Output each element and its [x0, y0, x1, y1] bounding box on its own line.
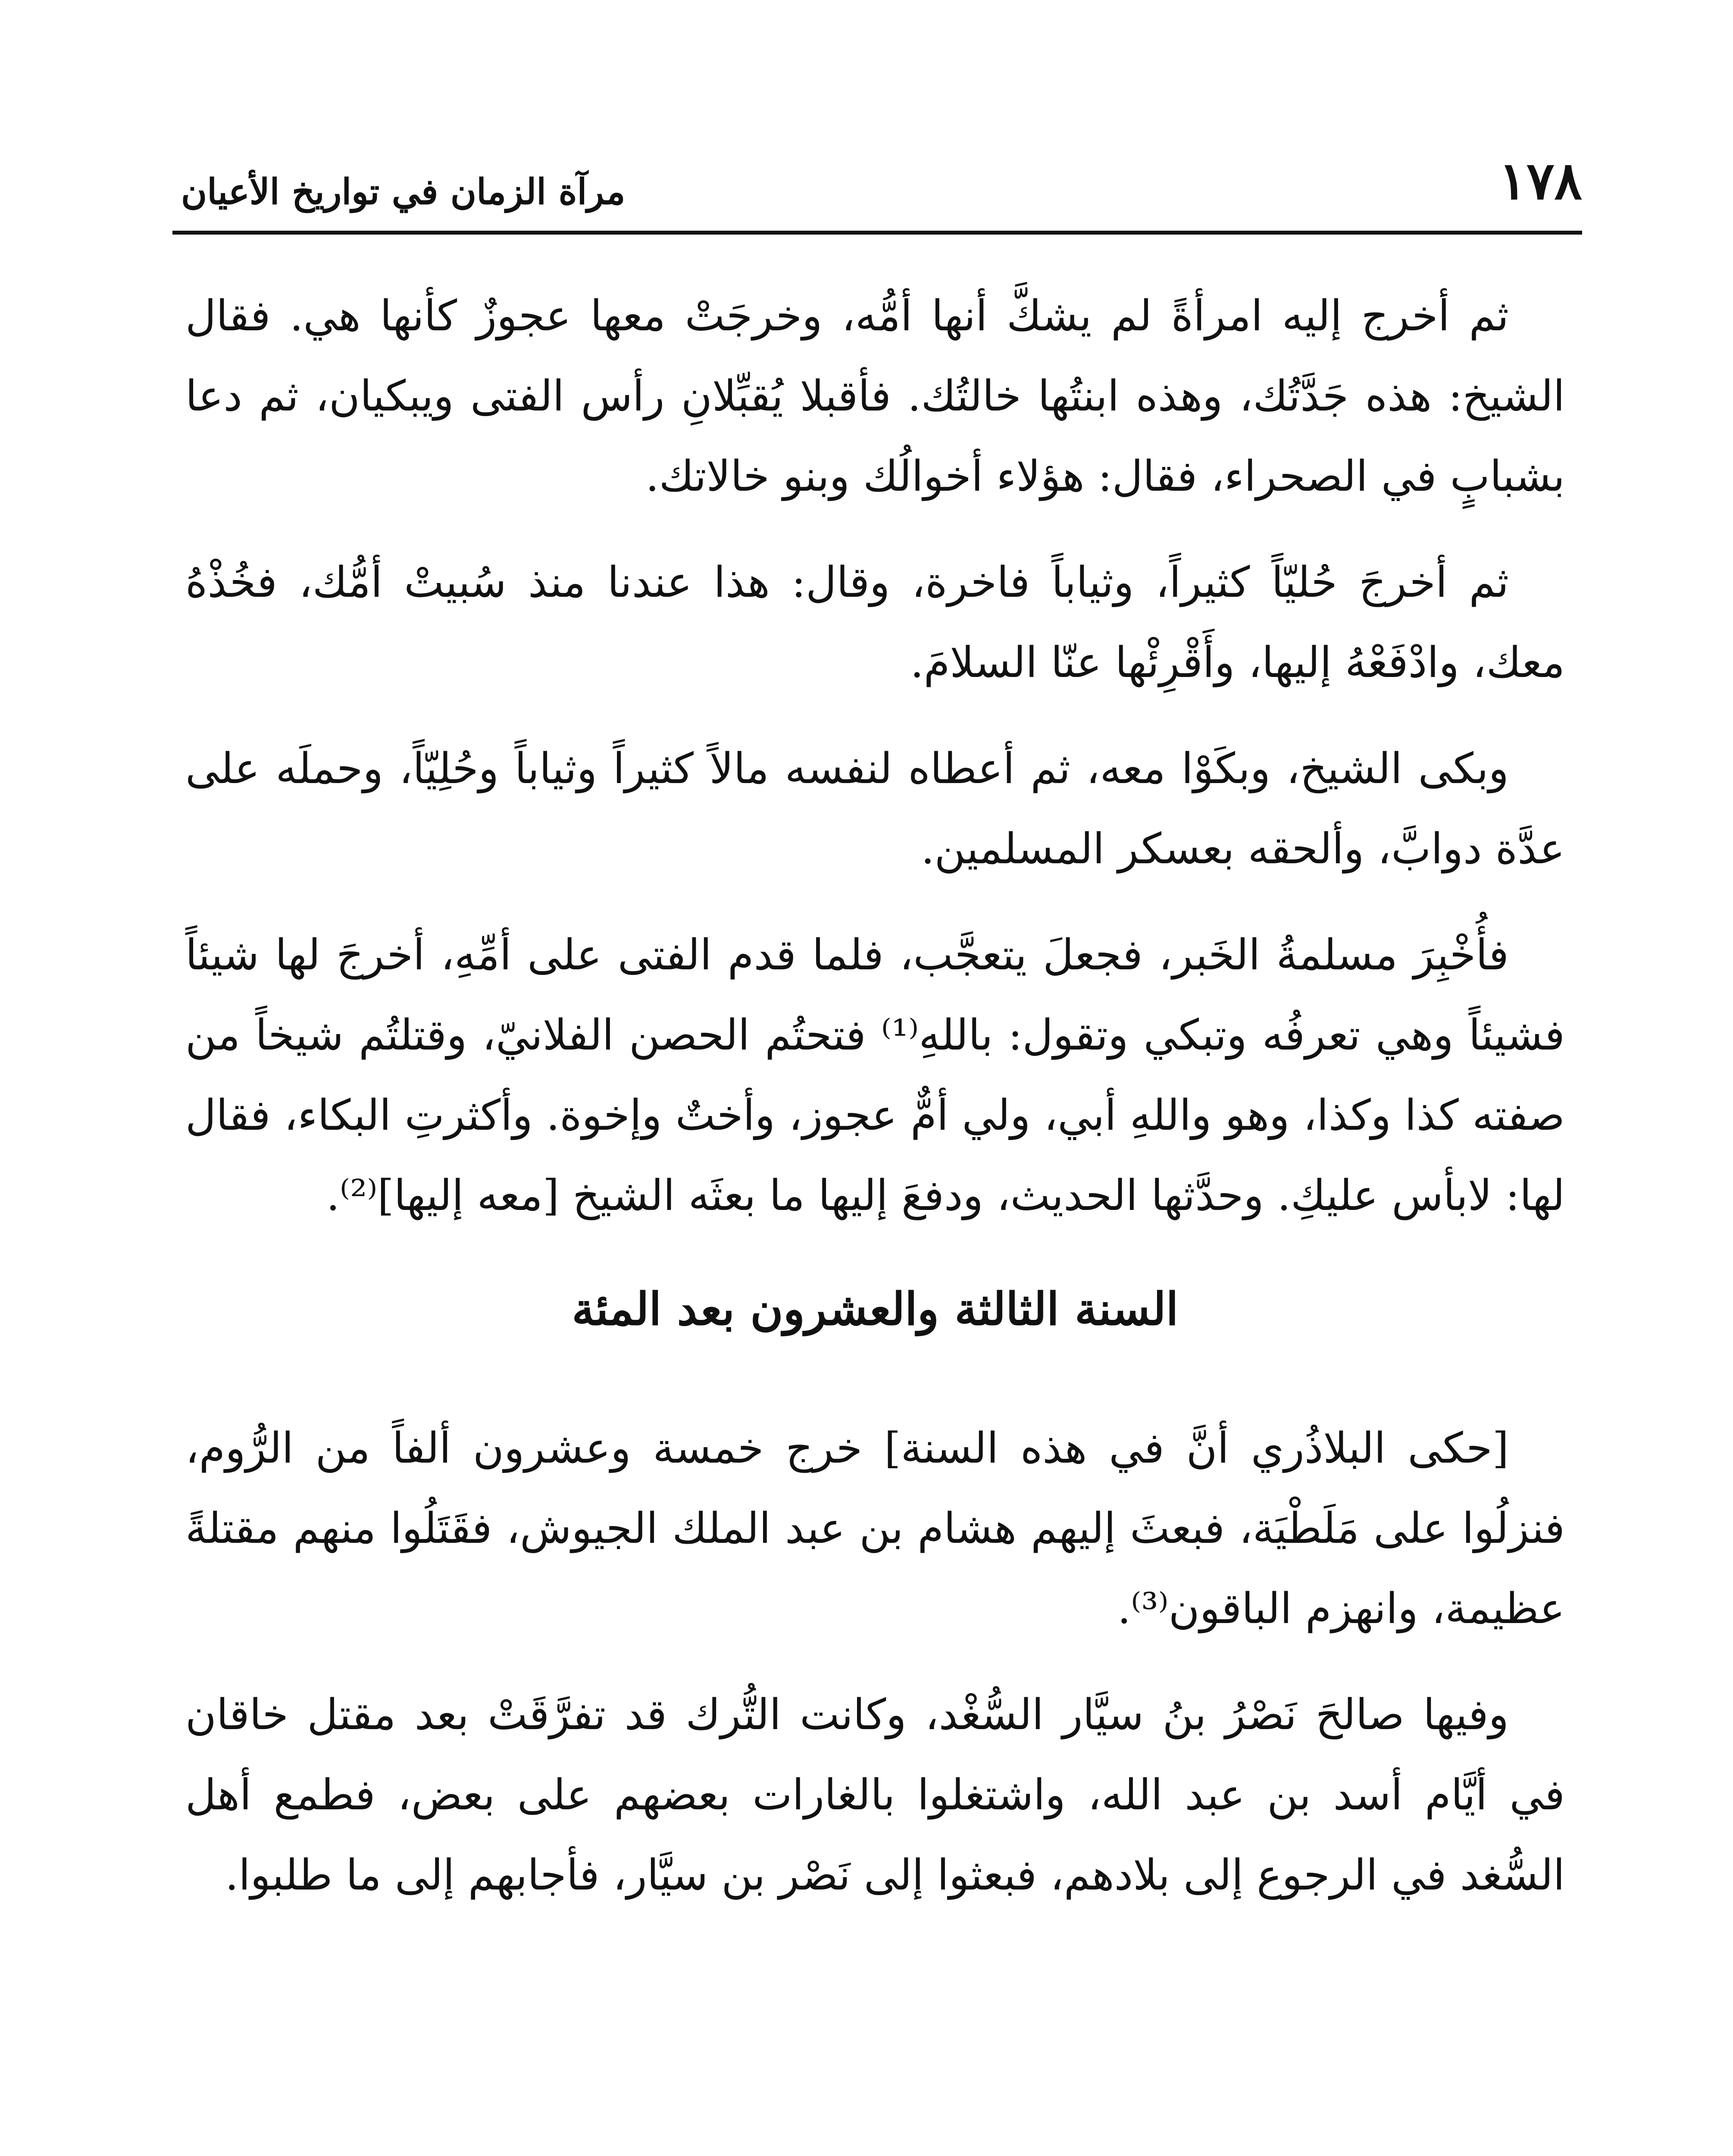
running-title: مرآة الزمان في تواريخ الأعيان: [181, 171, 626, 213]
paragraph-6: وفيها صالحَ نَصْرُ بنُ سيَّار السُّغْد، وكانت التُّرك قد تفرَّقَتْ بعد مقتل خاقان في أيَّام أسد بن عبد الله، واشتغلوا بالغارات بعضهم على بعض، فطمع أهل السُّغد في الرجوع إلى بلادهم، فبعثوا إلى نَصْر بن سيَّار، فأجابهم إلى ما طلبوا.: [185, 1690, 1565, 1900]
body-text: [185, 276, 1565, 1941]
header-rule: [172, 231, 1582, 235]
page-header: [181, 142, 1582, 220]
paragraph-1: ثم أخرج إليه امرأةً لم يشكَّ أنها أمُّه، وخرجَتْ معها عجوزٌ كأنها هي. فقال الشيخ: هذه جَدَّتُك، وهذه ابنتُها خالتُك. فأقبلا يُقبِّلانِ رأس الفتى ويبكيان، ثم دعا بشبابٍ في الصحراء، فقال: هؤلاء أخوالُك وبنو خالاتك.: [185, 291, 1565, 501]
paragraph-2: ثم أخرجَ حُليّاً كثيراً، وثياباً فاخرة، وقال: هذا عندنا منذ سُبيتْ أمُّك، فخُذْهُ معك، وادْفَعْهُ إليها، وأَقْرِئْها عنّا السلامَ.: [185, 558, 1565, 687]
paragraph-4: فأُخْبِرَ مسلمةُ الخَبر، فجعلَ يتعجَّب، فلما قدم الفتى على أمِّهِ، أخرجَ لها شيئاً فشيئاً وهي تعرفُه وتبكي وتقول: باللهِ⁽¹⁾ فتحتُم الحصن الفلانيّ، وقتلتُم شيخاً من صفته كذا وكذا، وهو واللهِ أبي، ولي أمٌّ عجوز، وأختٌ وإخوة. وأكثرتِ البكاء، فقال لها: لابأس عليكِ. وحدَّثها الحديث، ودفعَ إليها ما بعثَه الشيخ [معه إليها]⁽²⁾.: [185, 931, 1565, 1220]
page-number: ١٧٨: [1498, 150, 1582, 211]
section-title: السنة الثالثة والعشرون بعد المئة: [572, 1282, 1179, 1335]
paragraph-3: وبكى الشيخ، وبكَوْا معه، ثم أعطاه لنفسه مالاً كثيراً وثياباً وحُلِيّاً، وحملَه على عدَّة دوابَّ، وألحقه بعسكر المسلمين.: [185, 744, 1565, 874]
paragraph-5: [حكى البلاذُري أنَّ في هذه السنة] خرج خمسة وعشرون ألفاً من الرُّوم، فنزلُوا على مَلَطْيَة، فبعثَ إليهم هشام بن عبد الملك الجيوش، فقَتَلُوا منهم مقتلةً عظيمة، وانهزم الباقون⁽³⁾.: [185, 1424, 1565, 1633]
